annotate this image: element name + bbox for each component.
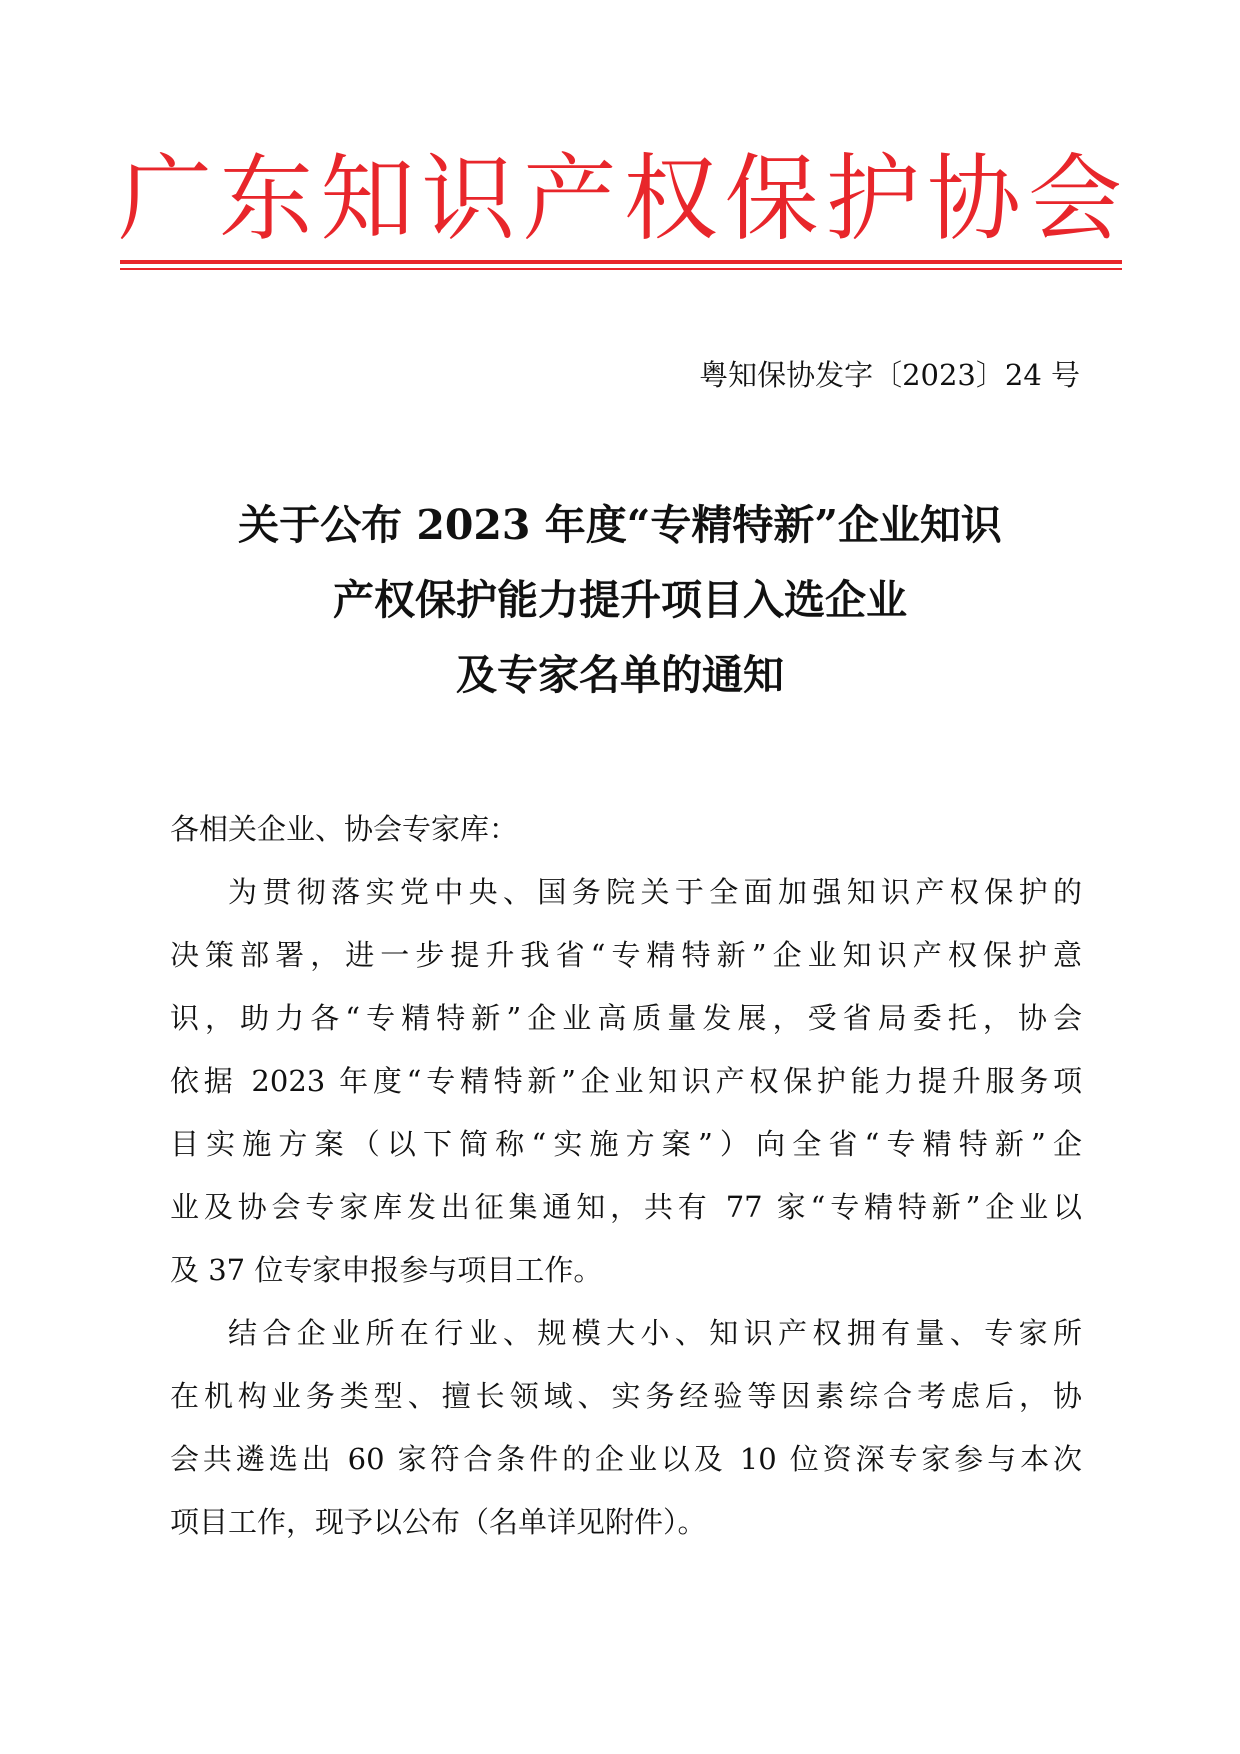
letterhead-char: 会	[1027, 145, 1122, 254]
letterhead-char: 权	[623, 145, 718, 254]
organization-letterhead	[118, 140, 1122, 260]
document-number: 粤知保协发字〔2023〕24 号	[699, 358, 1080, 392]
paragraph-2	[170, 1302, 1082, 1554]
paragraph-line: 决策部署，进一步提升我省“专精特新”企业知识产权保护意	[170, 938, 1082, 972]
paragraph-1	[170, 861, 1082, 1302]
letterhead-char: 护	[825, 145, 920, 254]
letterhead-char: 协	[926, 145, 1021, 254]
paragraph-line: 在机构业务类型、擅长领域、实务经验等因素综合考虑后，协	[170, 1379, 1082, 1413]
paragraph-line: 项目工作，现予以公布（名单详见附件）。	[170, 1505, 707, 1539]
document-title	[120, 488, 1120, 713]
paragraph-line: 结合企业所在行业、规模大小、知识产权拥有量、专家所	[228, 1316, 1082, 1350]
letterhead-char: 东	[219, 145, 314, 254]
salutation: 各相关企业、协会专家库：	[170, 812, 519, 846]
paragraph-line: 目实施方案（以下简称“实施方案”）向全省“专精特新”企	[170, 1127, 1082, 1161]
title-line: 及专家名单的通知	[456, 651, 784, 699]
letterhead-char: 保	[724, 145, 819, 254]
paragraph-line: 依据 2023 年度“专精特新”企业知识产权保护能力提升服务项	[170, 1064, 1082, 1098]
letterhead-char: 广	[118, 145, 213, 254]
paragraph-line: 及 37 位专家申报参与项目工作。	[170, 1253, 603, 1287]
paragraph-line: 业及协会专家库发出征集通知，共有 77 家“专精特新”企业以	[170, 1190, 1082, 1224]
document-body	[170, 798, 1082, 1554]
title-line: 产权保护能力提升项目入选企业	[333, 576, 907, 624]
header-divider-thin	[120, 268, 1122, 270]
letterhead-char: 产	[522, 145, 617, 254]
paragraph-line: 识，助力各“专精特新”企业高质量发展，受省局委托，协会	[170, 1001, 1082, 1035]
paragraph-line: 会共遴选出 60 家符合条件的企业以及 10 位资深专家参与本次	[170, 1442, 1082, 1476]
header-divider-thick	[120, 260, 1122, 264]
letterhead-char: 知	[320, 145, 415, 254]
title-line: 关于公布 2023 年度“专精特新”企业知识	[238, 501, 1002, 549]
paragraph-line: 为贯彻落实党中央、国务院关于全面加强知识产权保护的	[228, 875, 1082, 909]
letterhead-char: 识	[421, 145, 516, 254]
